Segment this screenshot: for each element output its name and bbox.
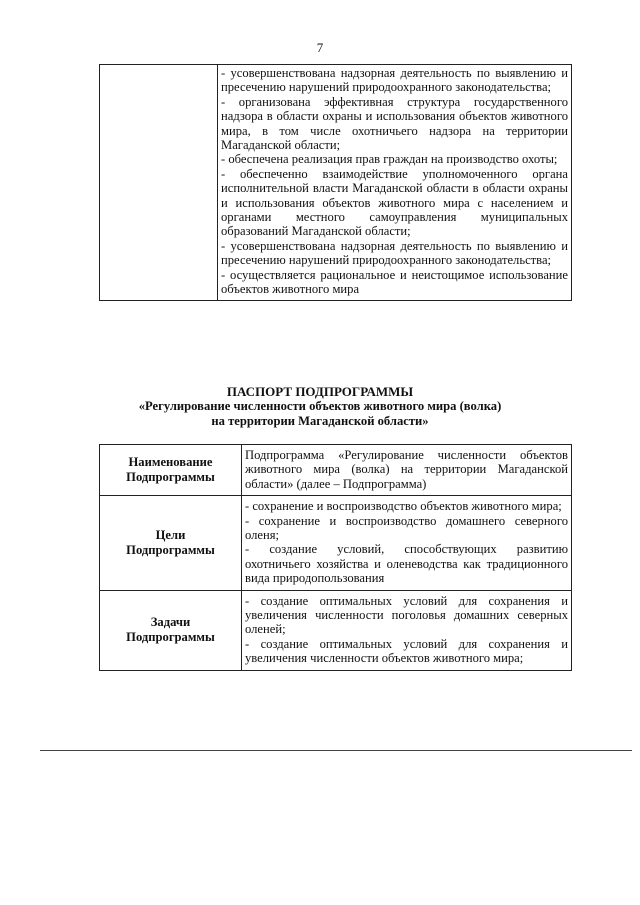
- row-label-line: Подпрограммы: [126, 542, 215, 557]
- list-item: - сохранение и воспроизводство домашнего северного оленя;: [245, 513, 568, 543]
- row-content: [242, 590, 572, 670]
- results-table: [99, 64, 572, 301]
- passport-subtitle-line: «Регулирование численности объектов животного мира (волка): [138, 399, 502, 413]
- row-label-line: Задачи: [150, 615, 191, 630]
- row-content: [242, 496, 572, 590]
- row-label-line: Подпрограммы: [126, 630, 215, 645]
- empty-label-cell: [100, 65, 218, 301]
- row-content: [242, 445, 572, 496]
- list-item: - организована эффективная структура государственного надзора в области охраны и использования объектов животного мира, в том числе охотничьего надзора на территории Магаданской области;: [221, 94, 568, 153]
- row-label: [100, 496, 242, 590]
- row-label-line: Подпрограммы: [126, 470, 215, 485]
- list-item: - создание оптимальных условий для сохранения и увеличения численности объектов животного мира;: [245, 636, 568, 666]
- results-cell: [218, 65, 572, 301]
- bottom-divider: [40, 750, 632, 751]
- page-number: 7: [316, 40, 324, 55]
- list-item: - сохранение и воспроизводство объектов животного мира;: [245, 499, 562, 514]
- list-item: - усовершенствована надзорная деятельность по выявлению и пресечению нарушений природоохранного законодательства;: [221, 238, 568, 268]
- passport-subtitle-line: на территории Магаданской области»: [211, 414, 429, 428]
- table-row: [100, 65, 572, 301]
- row-label-line: Наименование: [128, 455, 213, 470]
- passport-subtitle: [0, 399, 640, 429]
- passport-title: ПАСПОРТ ПОДПРОГРАММЫ: [226, 384, 414, 399]
- table-row: [100, 445, 572, 496]
- list-item: - обеспеченно взаимодействие уполномоченного органа исполнительной власти Магаданской области в области охраны и использования объектов животного мира с населением и органами местного самоуправления муниципальных образований Магаданской области;: [221, 166, 568, 239]
- list-item: - создание условий, способствующих развитию охотничьего хозяйства и оленеводства как традиционного вида природопользования: [245, 542, 568, 586]
- table-row: [100, 496, 572, 590]
- list-item: - осуществляется рациональное и неистощимое использование объектов животного мира: [221, 267, 568, 297]
- row-label-line: Цели: [155, 527, 186, 542]
- list-item: - создание оптимальных условий для сохранения и увеличения численности поголовья домашних северных оленей;: [245, 593, 568, 637]
- row-label: [100, 445, 242, 496]
- list-item: Подпрограмма «Регулирование численности объектов животного мира (волка) на территории Магаданской области» (далее – Подпрограмма): [245, 448, 568, 491]
- passport-table: [99, 444, 572, 671]
- list-item: - обеспечена реализация прав граждан на производство охоты;: [221, 152, 558, 167]
- list-item: - усовершенствована надзорная деятельность по выявлению и пресечению нарушений природоохранного законодательства;: [221, 66, 568, 95]
- row-label: [100, 590, 242, 670]
- table-row: [100, 590, 572, 670]
